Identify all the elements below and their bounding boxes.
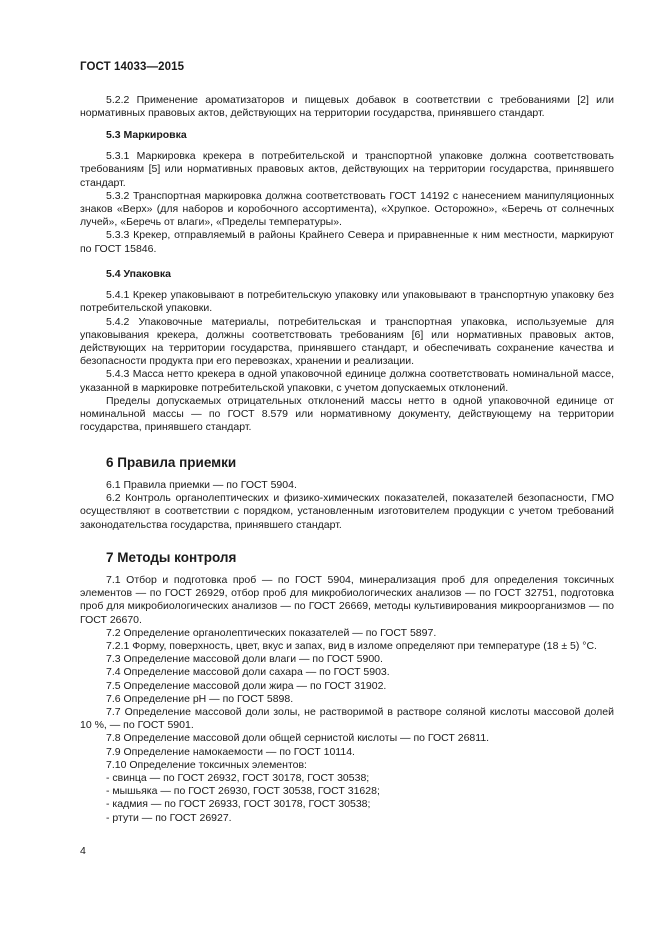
list-item: - мышьяка — по ГОСТ 26930, ГОСТ 30538, ГОСТ 31628; <box>106 785 380 798</box>
paragraph-7-7: 7.7 Определение массовой доли золы, не растворимой в растворе соляной кислоты массовой долей 10 %, — по ГОСТ 5901. <box>80 706 614 732</box>
paragraph-7-1: 7.1 Отбор и подготовка проб — по ГОСТ 5904, минерализация проб для определения токсичных элементов — по ГОСТ 26929, отбор проб для микробиологических анализов — по ГОСТ 32751, подготовка проб для микробиологических анализов — по ГОСТ 26669, методы культивирования микроорганизмов — по ГОСТ 26670. <box>80 574 614 626</box>
paragraph-5-4-3-limits: Пределы допускаемых отрицательных отклонений массы нетто в одной упаковочной единице от номинальной массы — по ГОСТ 8.579 или нормативному документу, действующему на территории государства, принявшего стандарт. <box>80 394 614 434</box>
paragraph-5-4-2: 5.4.2 Упаковочные материалы, потребительская и транспортная упаковка, используемые для упаковывания крекера, должны соответствовать требованиям [6] или нормативных правовых актов, действующих на территории государства, принявшего стандарт, и обеспечивать сохранение качества и безопасности продукта при его перевозках, хранении и реализации. <box>80 315 614 368</box>
paragraph-5-3-1: 5.3.1 Маркировка крекера в потребительской и транспортной упаковке должна соответствовать требованиям [5] или нормативных правовых актов, действующих на территории государства, принявшего стандарт. <box>80 150 614 189</box>
section-5-4 <box>80 268 614 434</box>
paragraph-7-2: 7.2 Определение органолептических показателей — по ГОСТ 5897. <box>106 626 437 639</box>
paragraph-7-8: 7.8 Определение массовой доли общей сернистой кислоты — по ГОСТ 26811. <box>106 732 490 745</box>
paragraph-7-5: 7.5 Определение массовой доли жира — по ГОСТ 31902. <box>106 679 387 692</box>
paragraph-5-2-2: 5.2.2 Применение ароматизаторов и пищевых добавок в соответствии с требованиями [2] или нормативных правовых актов, действующих на территории государства, принявшего стандарт. <box>80 94 614 120</box>
page-number: 4 <box>80 845 86 857</box>
paragraph-7-2-1: 7.2.1 Форму, поверхность, цвет, вкус и запах, вид в изломе определяют при температуре (18 ± 5) °С. <box>106 640 597 653</box>
list-item: - кадмия — по ГОСТ 26933, ГОСТ 30178, ГОСТ 30538; <box>106 798 371 811</box>
paragraph-5-3-2: 5.3.2 Транспортная маркировка должна соответствовать ГОСТ 14192 с нанесением манипуляционных знаков «Верх» (для наборов и коробочного ассортимента), «Хрупкое. Осторожно», «Беречь от солнечных лучей», «Беречь от влаги», «Пределы температуры». <box>80 189 614 229</box>
paragraph-5-4-3: 5.4.3 Масса нетто крекера в одной упаковочной единице должна соответствовать номинальной массе, указанной в маркировке потребительской упаковки, с учетом допускаемых отклонений. <box>80 368 614 394</box>
document-header: ГОСТ 14033—2015 <box>80 61 185 73</box>
paragraph-7-10: 7.10 Определение токсичных элементов: <box>106 758 307 771</box>
subsection-heading-5-3: 5.3 Маркировка <box>106 129 187 141</box>
paragraph-7-4: 7.4 Определение массовой доли сахара — по ГОСТ 5903. <box>106 666 390 679</box>
section-7 <box>80 550 614 825</box>
section-5-2-2 <box>80 94 614 120</box>
section-heading-7: 7 Методы контроля <box>106 550 237 565</box>
section-6 <box>80 455 614 532</box>
paragraph-7-3: 7.3 Определение массовой доли влаги — по ГОСТ 5900. <box>106 653 383 666</box>
list-item: - свинца — по ГОСТ 26932, ГОСТ 30178, ГОСТ 30538; <box>106 772 370 785</box>
section-5-3 <box>80 129 614 256</box>
paragraph-6-1: 6.1 Правила приемки — по ГОСТ 5904. <box>106 479 297 491</box>
section-heading-6: 6 Правила приемки <box>106 455 237 470</box>
paragraph-5-3-3: 5.3.3 Крекер, отправляемый в районы Крайнего Севера и приравненные к ним местности, маркируют по ГОСТ 15846. <box>80 229 614 255</box>
paragraph-5-4-1: 5.4.1 Крекер упаковывают в потребительскую упаковку или упаковывают в транспортную упаковку без потребительской упаковки. <box>80 289 614 315</box>
list-item: - ртути — по ГОСТ 26927. <box>106 811 232 824</box>
paragraph-7-6: 7.6 Определение pH — по ГОСТ 5898. <box>106 692 294 705</box>
paragraph-7-9: 7.9 Определение намокаемости — по ГОСТ 10114. <box>106 745 355 758</box>
paragraph-6-2: 6.2 Контроль органолептических и физико-химических показателей, показателей безопасности, ГМО осуществляют в соответствии с порядком, установленным изготовителем продукции с учетом требований законодательства государства, принявшего стандарт. <box>80 492 614 531</box>
subsection-heading-5-4: 5.4 Упаковка <box>106 268 171 280</box>
